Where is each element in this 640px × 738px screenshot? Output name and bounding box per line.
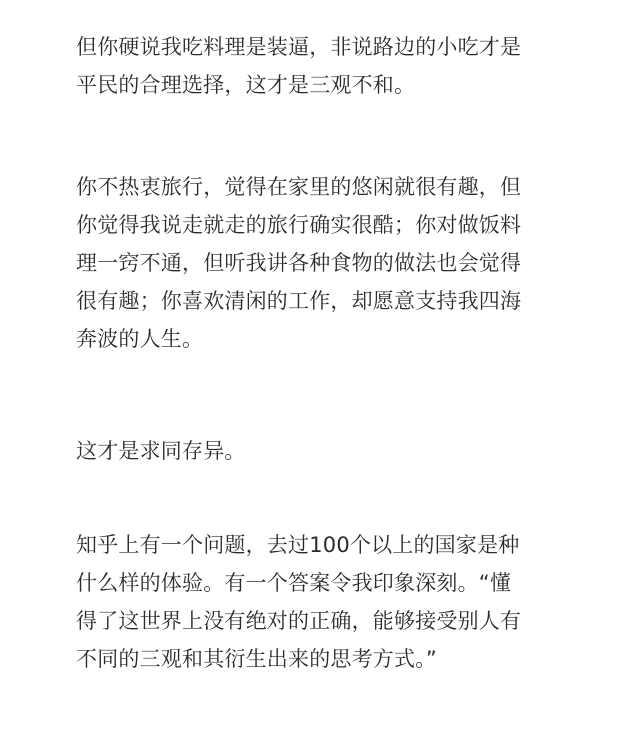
- paragraph-line: 你觉得我说走就走的旅行确实很酷；你对做饭料: [76, 213, 522, 237]
- paragraph-line: 这才是求同存异。: [76, 439, 246, 463]
- paragraph-line: 但你硬说我吃料理是装逼，非说路边的小吃才是: [76, 35, 522, 59]
- paragraph-3: [76, 432, 246, 470]
- paragraph-line: 奔波的人生。: [76, 327, 204, 351]
- paragraph-line: 你不热衷旅行，觉得在家里的悠闲就很有趣，但: [76, 175, 522, 199]
- paragraph-line: 不同的三观和其衍生出来的思考方式。”: [76, 647, 437, 671]
- paragraph-4: [76, 526, 521, 678]
- paragraph-line: 什么样的体验。有一个答案令我印象深刻。“懂: [76, 571, 512, 595]
- paragraph-line: 平民的合理选择，这才是三观不和。: [76, 73, 416, 97]
- paragraph-1: [76, 28, 521, 104]
- paragraph-line: 理一窍不通，但听我讲各种食物的做法也会觉得: [76, 251, 522, 275]
- paragraph-line: 得了这世界上没有绝对的正确，能够接受别人有: [76, 609, 522, 633]
- paragraph-2: [76, 168, 521, 358]
- paragraph-line: 知乎上有一个问题，去过100个以上的国家是种: [76, 533, 520, 557]
- paragraph-line: 很有趣；你喜欢清闲的工作，却愿意支持我四海: [76, 289, 522, 313]
